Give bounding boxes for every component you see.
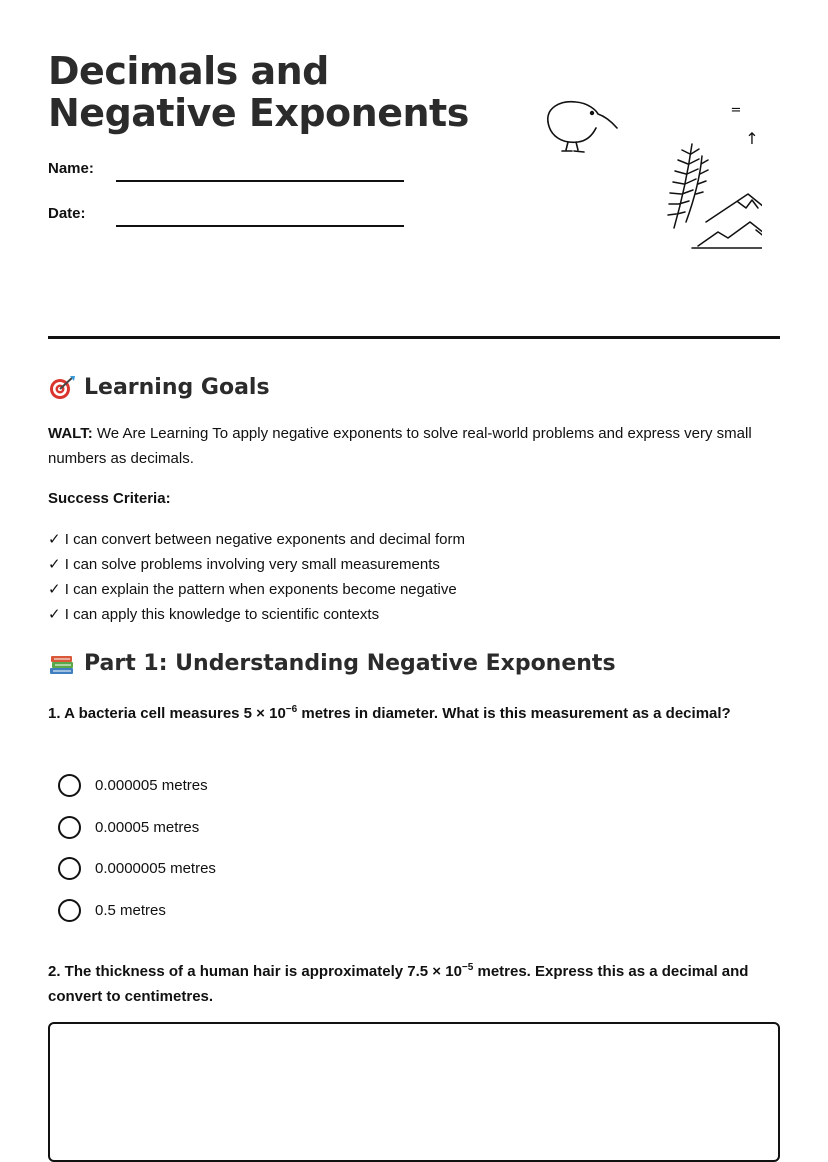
question-2 bbox=[48, 959, 776, 1009]
success-criteria-list bbox=[48, 527, 465, 627]
radio-button[interactable] bbox=[58, 774, 81, 797]
criteria-item: ✓ I can solve problems involving very small measurements bbox=[48, 556, 440, 573]
criteria-item: ✓ I can apply this knowledge to scientific contexts bbox=[48, 606, 380, 623]
target-dart-icon bbox=[48, 374, 76, 400]
option-d[interactable] bbox=[58, 890, 216, 932]
radio-button[interactable] bbox=[58, 857, 81, 880]
question-1-text-end: metres in diameter. What is this measurement as a decimal? bbox=[297, 705, 731, 722]
learning-goals-heading bbox=[48, 374, 270, 400]
question-1-text-start: 1. A bacteria cell measures 5 × 10 bbox=[48, 705, 286, 722]
section-divider bbox=[48, 336, 780, 339]
books-icon bbox=[48, 650, 76, 676]
question-1 bbox=[48, 701, 776, 726]
question-2-answer-box[interactable] bbox=[48, 1022, 780, 1162]
equals-glyph bbox=[731, 103, 742, 118]
criteria-item: ✓ I can explain the pattern when exponents become negative bbox=[48, 581, 457, 598]
walt-text: We Are Learning To apply negative exponents to solve real-world problems and express very small numbers as decimals. bbox=[48, 425, 752, 467]
walt-statement bbox=[48, 421, 776, 471]
svg-text:↑: ↑ bbox=[745, 129, 759, 148]
option-c[interactable] bbox=[58, 848, 216, 890]
name-label: Name: bbox=[48, 160, 94, 177]
page-title: Decimals and Negative Exponents bbox=[48, 49, 469, 135]
question-1-exponent: −6 bbox=[285, 704, 298, 715]
svg-text:=: = bbox=[730, 103, 742, 118]
question-2-text-end: metres. Express this as a decimal and convert to centimetres. bbox=[48, 963, 749, 1005]
fern-icon bbox=[668, 144, 708, 228]
decoration-illustration bbox=[542, 92, 762, 257]
arrow-glyph bbox=[745, 129, 758, 148]
radio-button[interactable] bbox=[58, 816, 81, 839]
question-2-exponent: −5 bbox=[461, 962, 474, 973]
success-criteria-label: Success Criteria: bbox=[48, 490, 171, 507]
radio-button[interactable] bbox=[58, 899, 81, 922]
learning-goals-heading-text: Learning Goals bbox=[84, 374, 270, 400]
kiwi-bird-icon bbox=[548, 102, 617, 152]
option-label: 0.5 metres bbox=[95, 901, 166, 919]
name-field[interactable] bbox=[116, 180, 404, 182]
question-2-text-start: 2. The thickness of a human hair is approximately 7.5 × 10 bbox=[48, 963, 462, 980]
option-b[interactable] bbox=[58, 807, 216, 849]
date-label: Date: bbox=[48, 205, 86, 222]
option-label: 0.000005 metres bbox=[95, 777, 208, 795]
option-a[interactable] bbox=[58, 765, 216, 807]
criteria-item: ✓ I can convert between negative exponents and decimal form bbox=[48, 531, 465, 548]
part1-heading bbox=[48, 650, 616, 676]
walt-label: WALT: bbox=[48, 425, 93, 442]
mountains-icon bbox=[692, 194, 762, 248]
part1-heading-text: Part 1: Understanding Negative Exponents bbox=[84, 650, 616, 676]
option-label: 0.0000005 metres bbox=[95, 860, 216, 878]
question-1-options bbox=[58, 765, 216, 931]
worksheet bbox=[48, 0, 780, 1118]
option-label: 0.00005 metres bbox=[95, 818, 200, 836]
date-field[interactable] bbox=[116, 225, 404, 227]
